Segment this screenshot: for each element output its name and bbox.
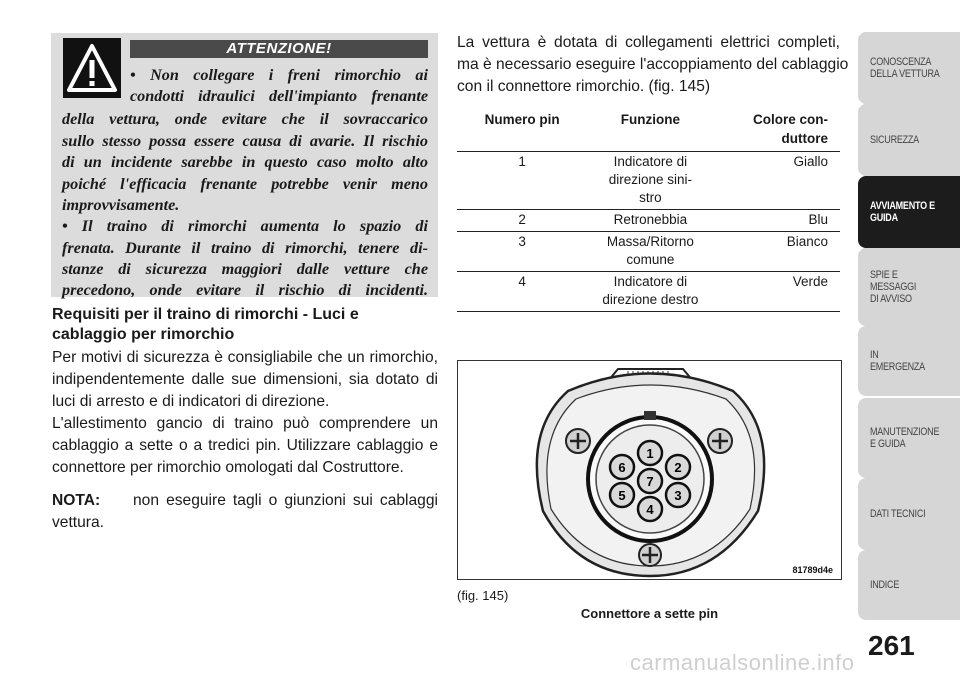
seven-pin-connector-diagram: [458, 361, 841, 579]
screw-icon: [639, 544, 661, 566]
pin-6: [610, 455, 634, 479]
note-line: [52, 491, 438, 511]
table-cell: Indicatore di direzione destro: [602, 274, 699, 307]
watermark: carmanualsonline.info: [630, 650, 855, 675]
warning-line: condotti idraulici dell'impianto frenante: [130, 87, 428, 105]
paragraph-line: L'allestimento gancio di traino può comprendere un: [52, 415, 438, 432]
table-row: [457, 210, 840, 232]
table-cell: 2: [518, 212, 526, 227]
intro-line: La vettura è dotata di collegamenti elettrici completi,: [457, 34, 840, 51]
tab-label: SPIE E MESSAGGI DI AVVISO: [870, 269, 917, 305]
paragraph-line: cablaggio a sette o a tredici pin. Utilizzare cablaggio e: [52, 437, 438, 454]
pin-label: 6: [618, 460, 626, 475]
screw-icon: [566, 429, 590, 453]
tab-label: SICUREZZA: [870, 134, 919, 146]
screw-icon: [708, 429, 732, 453]
paragraph-line: luci di arresto e di indicatori di direzione.: [52, 393, 330, 410]
tab-4[interactable]: [858, 326, 960, 396]
section-heading: Requisiti per il traino di rimorchi - Luci e: [52, 306, 359, 323]
table-cell: 4: [518, 274, 526, 289]
tab-5[interactable]: [858, 398, 960, 478]
tab-1[interactable]: [858, 104, 960, 176]
table-header: Colore con- duttore: [752, 112, 828, 146]
table-cell: Indicatore di direzione sini- stro: [608, 154, 693, 205]
figure-caption: Connettore a sette pin: [580, 606, 719, 621]
note-text: non eseguire tagli o giunzioni sui cablaggi: [133, 492, 438, 509]
table-header: Numero pin: [484, 112, 560, 127]
warning-line: poiché l'efficacia frenante potrebbe venir meno: [62, 175, 428, 193]
table-cell: Blu: [808, 212, 828, 227]
intro-line: ma è necessario eseguire l'accoppiamento del cablaggio: [457, 56, 849, 73]
intro-line: con il connettore rimorchio. (fig. 145): [457, 78, 711, 95]
pin-7: [638, 469, 662, 493]
table-cell: Massa/Ritorno comune: [606, 234, 694, 267]
section-heading: cablaggio per rimorchio: [52, 326, 235, 343]
warning-triangle-icon: [63, 38, 121, 98]
table-header: Funzione: [620, 112, 681, 127]
tab-3[interactable]: [858, 248, 960, 326]
pin-label: 7: [646, 474, 654, 489]
figure-reference: (fig. 145): [457, 588, 509, 603]
tab-label: CONOSCENZA DELLA VETTURA: [870, 56, 940, 80]
pin-label: 1: [646, 446, 654, 461]
tab-7[interactable]: [858, 550, 960, 620]
tab-label: MANUTENZIONE E GUIDA: [870, 426, 940, 450]
pin-2: [666, 455, 690, 479]
warning-line: • Il traino di rimorchi aumenta lo spazio di: [62, 217, 428, 235]
tab-label: AVVIAMENTO E GUIDA: [870, 200, 935, 224]
tab-2[interactable]: [858, 176, 960, 248]
figure-code: 81789d4e: [792, 565, 833, 575]
pin-label: 3: [674, 488, 682, 503]
warning-line: della vettura, onde evitare che il sovraccarico: [62, 110, 428, 128]
warning-line: di un incidente sarebbe in questo caso molto alto: [62, 153, 428, 171]
warning-line: precedono, onde evitare il rischio di incidenti.: [62, 281, 428, 299]
tab-0[interactable]: [858, 32, 960, 104]
warning-line: stanze di sicurezza maggiori dalle vetture che: [62, 260, 428, 278]
pin-3: [666, 483, 690, 507]
warning-line: improvvisamente.: [62, 196, 180, 214]
table-cell: Verde: [792, 274, 828, 289]
warning-line: sullo stesso possa essere causa di avarie. Il rischio: [62, 132, 428, 150]
pin-label: 5: [618, 488, 626, 503]
table-row: [457, 152, 840, 210]
pin-table: [457, 108, 840, 312]
note-text: vettura.: [52, 514, 105, 531]
table-header-row: [457, 108, 840, 152]
paragraph-line: indipendentemente dalle sue dimensioni, sia dotato di: [52, 371, 438, 388]
table-cell: Bianco: [786, 234, 828, 249]
pin-1: [638, 441, 662, 465]
table-cell: Retronebbia: [613, 212, 688, 227]
tab-6[interactable]: [858, 478, 960, 550]
page-number: 261: [868, 630, 915, 661]
table-row: [457, 272, 840, 312]
table-row: [457, 232, 840, 272]
connector-figure: [457, 360, 842, 580]
pin-5: [610, 483, 634, 507]
pin-4: [638, 497, 662, 521]
warning-line: • Non collegare i freni rimorchio ai: [130, 66, 428, 84]
paragraph-line: connettore per rimorchio omologati dal Costruttore.: [52, 459, 404, 476]
note-label: NOTA:: [52, 492, 101, 509]
table-cell: 3: [518, 234, 526, 249]
pin-label: 2: [674, 460, 682, 475]
tab-label: IN EMERGENZA: [870, 349, 925, 373]
warning-title: ATTENZIONE!: [130, 40, 428, 58]
tab-label: DATI TECNICI: [870, 508, 926, 520]
table-cell: 1: [518, 154, 526, 169]
table-cell: Giallo: [793, 154, 828, 169]
warning-line: frenata. Durante il traino di rimorchi, tenere di-: [62, 239, 428, 257]
pin-label: 4: [646, 502, 654, 517]
tab-label: INDICE: [870, 579, 900, 591]
paragraph-line: Per motivi di sicurezza è consigliabile che un rimorchio,: [52, 349, 438, 366]
